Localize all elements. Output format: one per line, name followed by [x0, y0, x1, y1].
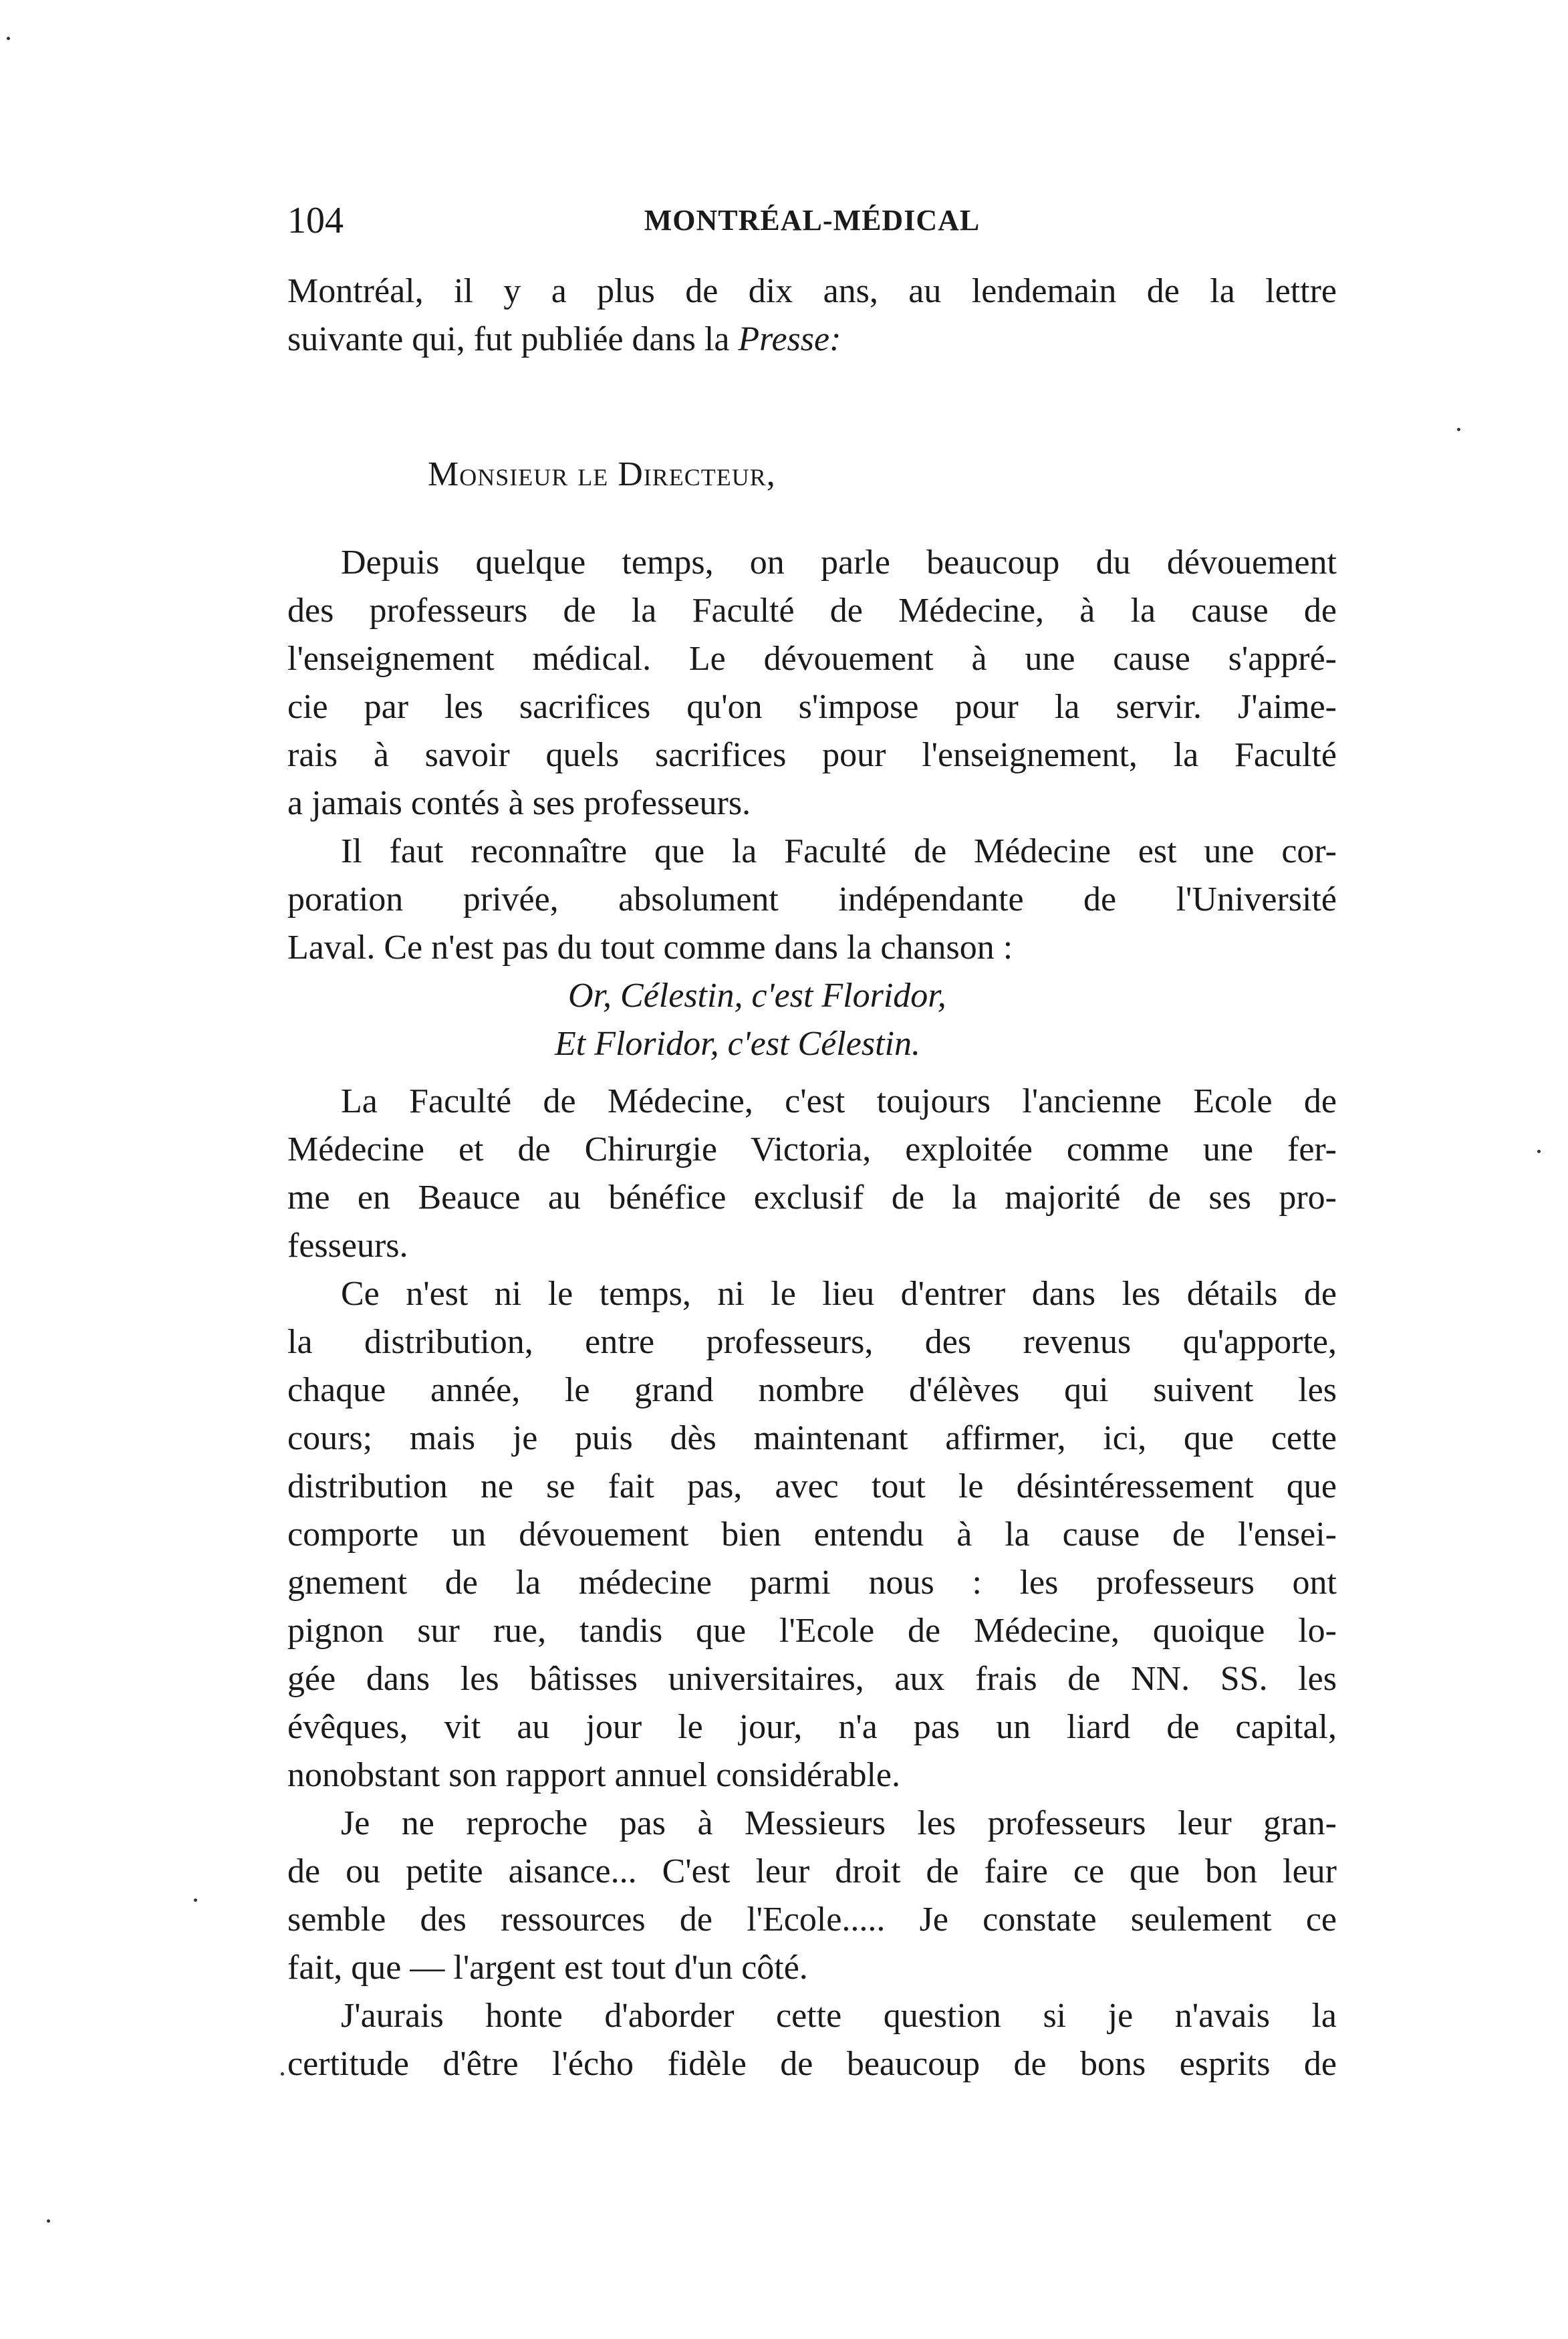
paragraph-line: semble des ressources de l'Ecole..... Je constate seulement ce [287, 1900, 1337, 1939]
paragraph-line: Il faut reconnaître que la Faculté de Médecine est une cor- [341, 832, 1337, 870]
paragraph-line: comporte un dévouement bien entendu à la cause de l'ensei- [287, 1515, 1337, 1554]
body-text [287, 267, 1337, 2088]
newspaper-name: Presse: [738, 320, 841, 358]
paragraph-line: fait, que — l'argent est tout d'un côté. [287, 1949, 808, 1987]
scan-speck [1537, 1150, 1541, 1153]
paragraph-line: cours; mais je puis dès maintenant affirmer, ici, que cette [287, 1419, 1337, 1457]
verse-quote [287, 972, 1337, 1068]
spacer [287, 1068, 1337, 1078]
paragraph-line: cie par les sacrifices qu'on s'impose pour la servir. J'aime- [287, 688, 1337, 726]
paragraph-6 [287, 1992, 1337, 2088]
scan-speck [47, 2219, 50, 2223]
intro-line-2 [287, 316, 1337, 364]
paragraph-line: me en Beauce au bénéfice exclusif de la majorité de ses pro- [287, 1179, 1337, 1217]
paragraph-line: Laval. Ce n'est pas du tout comme dans la chanson : [287, 929, 1013, 967]
paragraph-line: Ce n'est ni le temps, ni le lieu d'entrer dans les détails de [341, 1275, 1337, 1313]
paragraph-line: la distribution, entre professeurs, des revenus qu'apporte, [287, 1323, 1337, 1361]
paragraph-5 [287, 1800, 1337, 1992]
paragraph-line: La Faculté de Médecine, c'est toujours l'ancienne Ecole de [341, 1082, 1337, 1120]
paragraph-line: poration privée, absolument indépendante de l'Université [287, 880, 1337, 918]
paragraph-line: a jamais contés à ses professeurs. [287, 784, 751, 822]
paragraph-1 [287, 539, 1337, 828]
intro-line-2-text: suivante qui, fut publiée dans la [287, 320, 739, 358]
paragraph-2 [287, 828, 1337, 972]
paragraph-line: chaque année, le grand nombre d'élèves qui suivent les [287, 1371, 1337, 1409]
paragraph-line: Je ne reproche pas à Messieurs les professeurs leur gran- [341, 1804, 1337, 1842]
paragraph-line: de ou petite aisance... C'est leur droit de faire ce que bon leur [287, 1852, 1337, 1890]
paragraph-3 [287, 1078, 1337, 1270]
paragraph-line: des professeurs de la Faculté de Médecine, à la cause de [287, 592, 1337, 630]
paragraph-line: Depuis quelque temps, on parle beaucoup du dévouement [341, 543, 1337, 582]
scan-speck [194, 1898, 197, 1902]
paragraph-line: gée dans les bâtisses universitaires, aux frais de NN. SS. les [287, 1660, 1337, 1698]
spacer [287, 499, 1337, 539]
spacer [287, 364, 1337, 451]
paragraph-line: fesseurs. [287, 1227, 408, 1265]
paragraph-line: J'aurais honte d'aborder cette question si je n'avais la [341, 1997, 1337, 2035]
paragraph-line: gnement de la médecine parmi nous : les professeurs ont [287, 1564, 1337, 1602]
scan-speck [7, 37, 10, 40]
running-head: MONTRÉAL-MÉDICAL [644, 204, 981, 237]
page-header [287, 194, 1337, 247]
paragraph-line: Médecine et de Chirurgie Victoria, exploitée comme une fer- [287, 1130, 1337, 1168]
paragraph-line: certitude d'être l'écho fidèle de beaucoup de bons esprits de [287, 2045, 1337, 2083]
verse-line: Et Floridor, c'est Célestin. [555, 1025, 920, 1063]
paragraph-line: nonobstant son rapport annuel considérable. [287, 1756, 900, 1794]
salutation: Monsieur le Directeur, [428, 455, 776, 493]
page-number: 104 [287, 200, 344, 241]
paragraph-line: l'enseignement médical. Le dévouement à une cause s'appré- [287, 640, 1337, 678]
paragraph-line: évêques, vit au jour le jour, n'a pas un liard de capital, [287, 1708, 1337, 1746]
paragraph-4 [287, 1270, 1337, 1800]
scan-speck [281, 2072, 284, 2076]
paragraph-line: pignon sur rue, tandis que l'Ecole de Médecine, quoique lo- [287, 1612, 1337, 1650]
scan-speck [1457, 428, 1460, 431]
intro-line-1: Montréal, il y a plus de dix ans, au lendemain de la lettre [287, 272, 1337, 310]
paragraph-line: distribution ne se fait pas, avec tout le désintéressement que [287, 1467, 1337, 1505]
verse-line: Or, Célestin, c'est Floridor, [568, 977, 946, 1015]
paragraph-line: rais à savoir quels sacrifices pour l'enseignement, la Faculté [287, 736, 1337, 774]
